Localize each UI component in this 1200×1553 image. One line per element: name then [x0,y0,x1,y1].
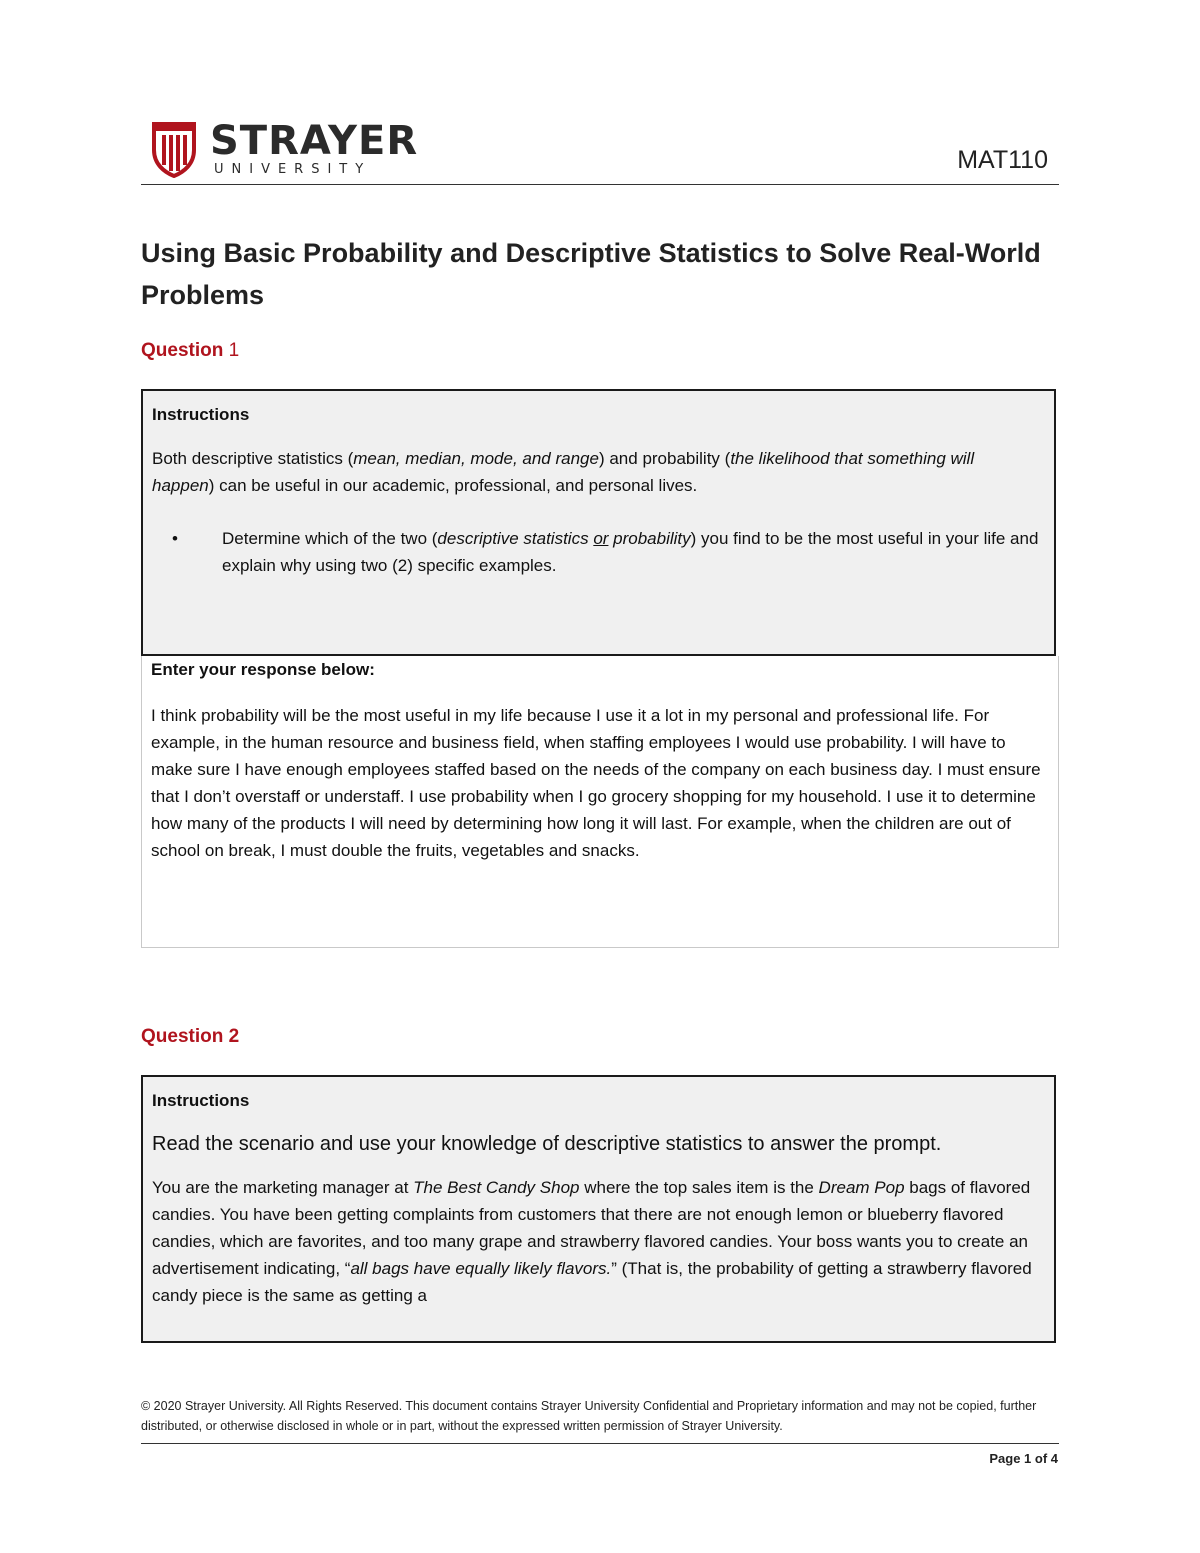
response-text: I think probability will be the most useful in my life because I use it a lot in my personal and professional life. For example, in the human resource and business field, when staffing employees I would use probability. I will have to make sure I have enough employees staffed based on the needs of the company on each business day. I must ensure that I don’t overstaff or understaff. I use probability when I go grocery shopping for my household. I use it to determine how many of the products I will need by determining how long it will last. For example, when the children are out of school on break, I must double the fruits, vegetables and snacks. [151,706,1041,860]
question-number: 1 [228,340,240,361]
instructions-bullet-list [152,525,1040,579]
list-item [152,525,1040,579]
scenario-text-part: ” (That is, the probability of getting a strawberry flavored candy piece is the same as getting a [152,1259,1032,1305]
scenario-text [152,1174,1040,1309]
intro-italic-measures: mean, median, mode, and range [353,449,599,468]
shop-name: The Best Candy Shop [413,1178,580,1197]
response-heading: Enter your response below: [151,660,375,679]
bullet-icon: • [172,529,178,548]
shield-icon [150,120,198,178]
intro-text: ) and probability ( [598,449,731,468]
question-2-label [141,1026,239,1048]
instructions-intro [152,445,1040,499]
bullet-underline-or: or [593,529,609,548]
bullet-italic: descriptive statistics [437,529,594,548]
question-word: Question [141,340,224,361]
copyright-notice: © 2020 Strayer University. All Rights Reserved. This document contains Strayer University Confidential and Proprietary information and may not be copied, further distributed, or otherwise disclosed in whole or in part, without the expressed written permission of Strayer University. [141,1399,1037,1433]
logo-subtitle: UNIVERSITY [214,162,372,177]
instructions-heading: Instructions [152,405,250,424]
question-number: 2 [228,1026,240,1047]
question-1-response-box[interactable] [141,656,1059,948]
course-code: MAT110 [957,146,1048,174]
intro-text: Both descriptive statistics ( [152,449,354,468]
question-1-label [141,340,239,362]
product-name: Dream Pop [818,1178,905,1197]
ad-claim: all bags have equally likely flavors. [350,1259,612,1278]
bullet-italic: probability [608,529,691,548]
bullet-text: Determine which of the two ( [222,529,438,548]
instructions-heading: Instructions [152,1091,250,1110]
intro-italic-definition: the likelihood that something will happen [152,449,975,495]
instructions-lead: Read the scenario and use your knowledge of descriptive statistics to answer the prompt. [152,1133,942,1155]
document-title: Using Basic Probability and Descriptive Statistics to Solve Real-World Problems [141,238,1041,310]
scenario-text-part: where the top sales item is the [579,1178,819,1197]
logo-wordmark: STRAYER [210,118,419,164]
bullet-text: ) you find to be the most useful in your life and explain why using two (2) specific examples. [222,529,1039,575]
question-word: Question [141,1026,224,1047]
strayer-logo [150,118,419,180]
page-number: Page 1 of 4 [989,1451,1058,1466]
intro-text: ) can be useful in our academic, professional, and personal lives. [208,476,698,495]
header-divider [141,184,1059,185]
scenario-text-part: You are the marketing manager at [152,1178,414,1197]
footer-divider [141,1443,1059,1444]
scenario-text-part: bags of flavored candies. You have been getting complaints from customers that there are not enough lemon or blueberry flavored candies, which are favorites, and too many grape and strawberry flavored candies. Your boss wants you to create an advertisement indicating, “ [152,1178,1031,1278]
question-1-instructions-box [141,389,1056,656]
question-2-instructions-box [141,1075,1056,1343]
